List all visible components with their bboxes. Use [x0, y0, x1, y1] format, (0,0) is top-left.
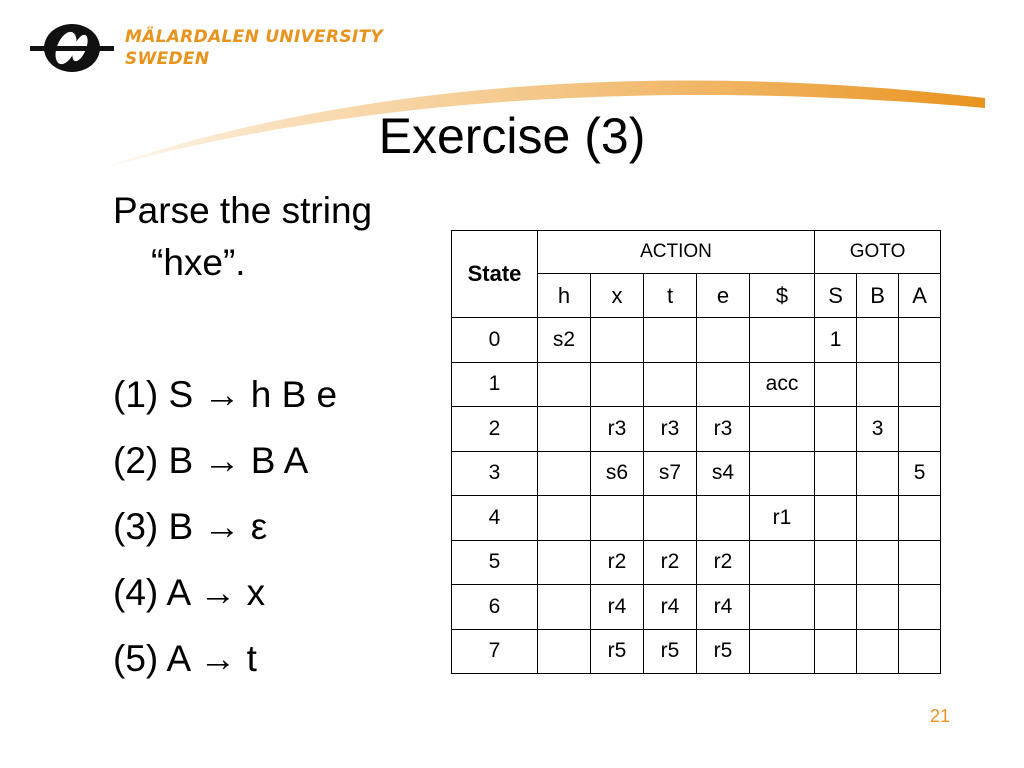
table-row: [452, 407, 941, 452]
table-cell: [815, 585, 857, 630]
table-cell: 5: [899, 451, 941, 496]
table-cell: [750, 540, 815, 585]
table-cell: [857, 362, 899, 407]
table-row: [452, 362, 941, 407]
table-cell: [815, 362, 857, 407]
prompt-line1: Parse the string: [113, 190, 373, 231]
table-cell: [697, 362, 750, 407]
table-cell: [591, 362, 644, 407]
goto-symbol: A: [899, 274, 941, 318]
table-cell: s6: [591, 451, 644, 496]
table-cell: [591, 318, 644, 363]
table-cell: [538, 451, 591, 496]
table-cell: [815, 451, 857, 496]
table-cell: [899, 540, 941, 585]
goto-header: GOTO: [815, 231, 941, 274]
table-cell: [899, 585, 941, 630]
table-cell: r5: [697, 629, 750, 674]
grammar-rule: (4) A → x: [113, 572, 266, 613]
exercise-prompt: [113, 185, 443, 289]
table-cell: r2: [591, 540, 644, 585]
table-cell: 1: [815, 318, 857, 363]
table-cell: r3: [697, 407, 750, 452]
state-header: State: [452, 231, 538, 318]
table-cell: [591, 496, 644, 541]
table-cell: r4: [591, 585, 644, 630]
state-cell: 4: [452, 496, 538, 541]
table-cell: s4: [697, 451, 750, 496]
table-cell: 3: [857, 407, 899, 452]
state-cell: 1: [452, 362, 538, 407]
table-cell: [750, 451, 815, 496]
table-cell: [644, 496, 697, 541]
table-cell: [857, 585, 899, 630]
table-cell: [815, 540, 857, 585]
table-cell: r5: [591, 629, 644, 674]
table-cell: [815, 496, 857, 541]
grammar-rule: (1) S → h B e: [113, 374, 338, 415]
action-symbol: x: [591, 274, 644, 318]
action-symbol: e: [697, 274, 750, 318]
table-cell: [815, 407, 857, 452]
table-cell: [857, 496, 899, 541]
table-row: [452, 585, 941, 630]
prompt-line2: “hxe”.: [151, 242, 246, 283]
table-cell: [857, 451, 899, 496]
table-cell: r4: [644, 585, 697, 630]
table-cell: [857, 318, 899, 363]
table-cell: [538, 629, 591, 674]
table-cell: [697, 318, 750, 363]
table-cell: r2: [697, 540, 750, 585]
table-cell: [538, 362, 591, 407]
table-row: [452, 451, 941, 496]
table-cell: s2: [538, 318, 591, 363]
table-cell: [538, 496, 591, 541]
table-row: [452, 540, 941, 585]
table-cell: r3: [644, 407, 697, 452]
table-cell: [750, 318, 815, 363]
table-row: [452, 496, 941, 541]
table-cell: [857, 629, 899, 674]
table-cell: r3: [591, 407, 644, 452]
table-cell: [538, 585, 591, 630]
table-cell: [538, 540, 591, 585]
action-symbol: t: [644, 274, 697, 318]
table-cell: [815, 629, 857, 674]
action-header: ACTION: [538, 231, 815, 274]
goto-symbol: S: [815, 274, 857, 318]
table-cell: r4: [697, 585, 750, 630]
table-cell: [899, 362, 941, 407]
table-cell: [899, 407, 941, 452]
table-cell: r2: [644, 540, 697, 585]
action-symbol: $: [750, 274, 815, 318]
goto-symbol: B: [857, 274, 899, 318]
page-number: 21: [930, 706, 951, 726]
table-cell: [899, 629, 941, 674]
grammar-rule: (3) B → ε: [113, 506, 268, 547]
table-cell: [538, 407, 591, 452]
table-cell: [750, 585, 815, 630]
table-cell: r1: [750, 496, 815, 541]
university-name-line1: MÄLARDALEN UNIVERSITY: [125, 27, 384, 47]
table-cell: s7: [644, 451, 697, 496]
state-cell: 0: [452, 318, 538, 363]
table-cell: [697, 496, 750, 541]
slide-title: Exercise (3): [378, 108, 646, 164]
table-cell: [750, 629, 815, 674]
grammar-rule: (2) B → B A: [113, 440, 309, 481]
table-cell: [899, 318, 941, 363]
table-cell: r5: [644, 629, 697, 674]
state-cell: 7: [452, 629, 538, 674]
action-symbol: h: [538, 274, 591, 318]
table-cell: [899, 496, 941, 541]
university-name-line2: SWEDEN: [125, 49, 210, 69]
table-cell: [857, 540, 899, 585]
parse-table-body: [452, 318, 941, 674]
grammar-rules: [113, 362, 337, 692]
parse-table: [451, 230, 941, 674]
table-row: [452, 318, 941, 363]
table-cell: [644, 362, 697, 407]
state-cell: 2: [452, 407, 538, 452]
table-cell: [644, 318, 697, 363]
table-cell: acc: [750, 362, 815, 407]
state-cell: 3: [452, 451, 538, 496]
table-row: [452, 629, 941, 674]
grammar-rule: (5) A → t: [113, 638, 257, 679]
state-cell: 5: [452, 540, 538, 585]
table-cell: [750, 407, 815, 452]
state-cell: 6: [452, 585, 538, 630]
